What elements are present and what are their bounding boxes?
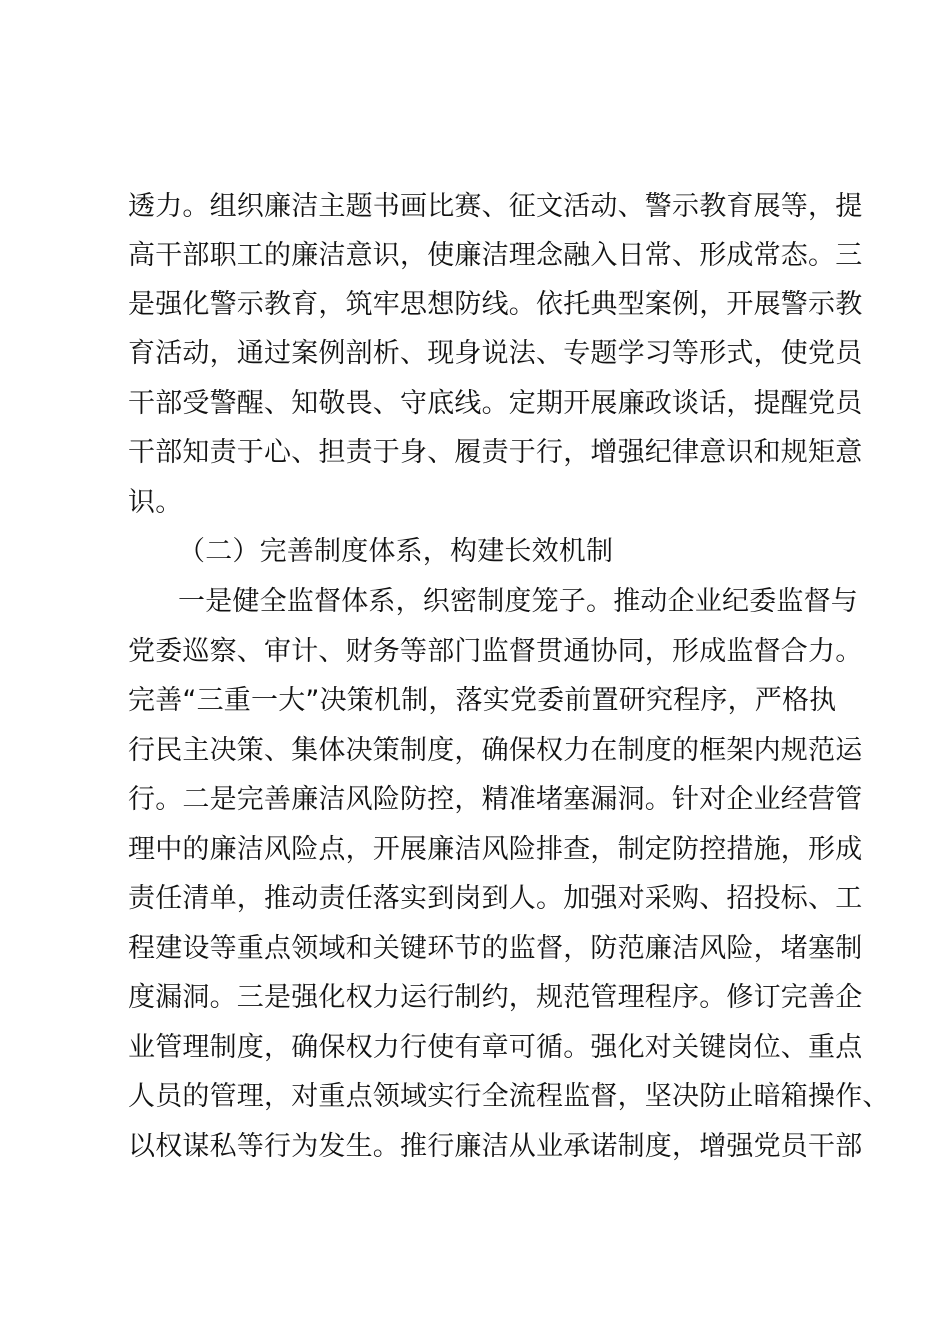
body-text-line: 干部知责于心、担责于身、履责于行，增强纪律意识和规矩意: [128, 437, 863, 468]
body-text-line: 透力。组织廉洁主题书画比赛、征文活动、警示教育展等，提: [128, 191, 863, 222]
body-text-line: 人员的管理，对重点领域实行全流程监督，坚决防止暗箱操作、: [128, 1081, 890, 1112]
body-text-line: 党委巡察、审计、财务等部门监督贯通协同，形成监督合力。: [128, 636, 863, 667]
body-text-line: 是强化警示教育，筑牢思想防线。依托典型案例，开展警示教: [128, 289, 863, 320]
body-text-line: 度漏洞。三是强化权力运行制约，规范管理程序。修订完善企: [128, 982, 863, 1013]
body-text-line: 行民主决策、集体决策制度，确保权力在制度的框架内规范运: [128, 735, 863, 766]
body-text-line: 责任清单，推动责任落实到岗到人。加强对采购、招投标、工: [128, 883, 863, 914]
body-text-line: 育活动，通过案例剖析、现身说法、专题学习等形式，使党员: [128, 338, 863, 369]
body-text-line: 行。二是完善廉洁风险防控，精准堵塞漏洞。针对企业经营管: [128, 784, 863, 815]
body-text-line: 理中的廉洁风险点，开展廉洁风险排查，制定防控措施，形成: [128, 834, 863, 865]
body-text-line: 程建设等重点领域和关键环节的监督，防范廉洁风险，堵塞制: [128, 933, 863, 964]
body-text-line: 业管理制度，确保权力行使有章可循。强化对关键岗位、重点: [128, 1032, 863, 1063]
paragraph-first-line: 一是健全监督体系，织密制度笼子。推动企业纪委监督与: [178, 586, 858, 617]
body-text-line: 高干部职工的廉洁意识，使廉洁理念融入日常、形成常态。三: [128, 240, 863, 271]
section-heading: （二）完善制度体系，构建长效机制: [178, 536, 614, 567]
body-text-line: 完善“三重一大”决策机制，落实党委前置研究程序，严格执: [128, 685, 837, 716]
body-text-line: 识。: [128, 487, 183, 518]
body-text-line: 干部受警醒、知敬畏、守底线。定期开展廉政谈话，提醒党员: [128, 388, 863, 419]
body-text-line: 以权谋私等行为发生。推行廉洁从业承诺制度，增强党员干部: [128, 1131, 863, 1162]
